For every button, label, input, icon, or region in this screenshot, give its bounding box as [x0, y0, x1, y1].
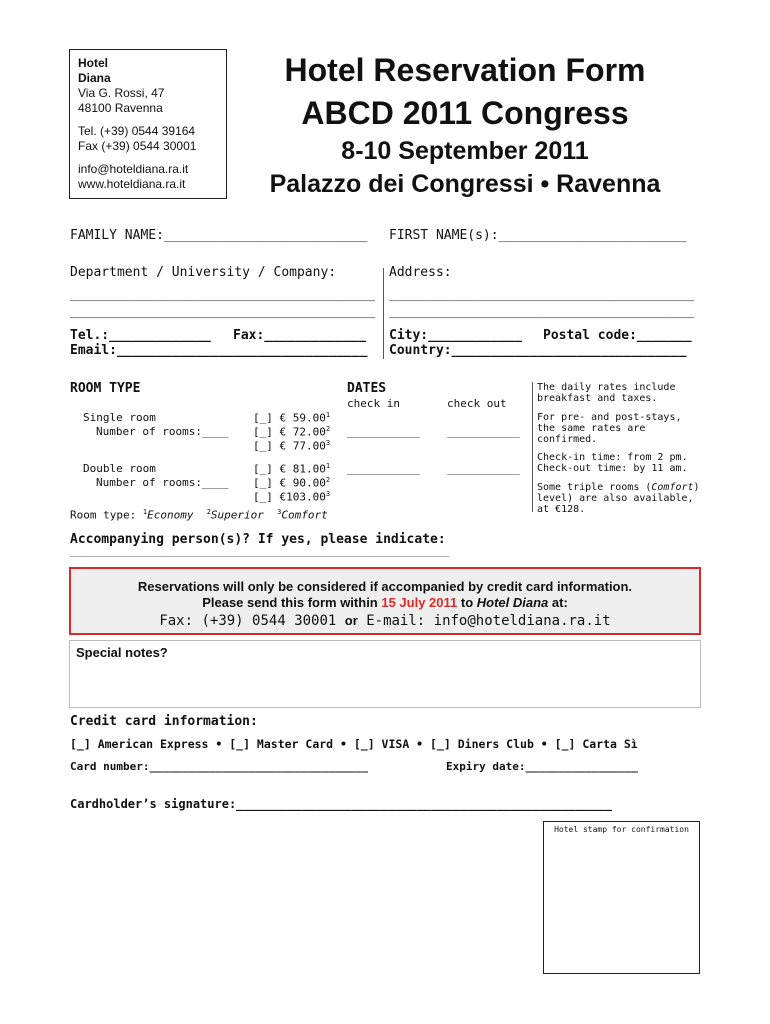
room-type-heading: ROOM TYPE	[70, 381, 141, 396]
checkbox[interactable]: [_]	[253, 476, 273, 490]
column-divider	[383, 268, 384, 359]
accompanying-field[interactable]: ______________________________________________________________________	[70, 548, 450, 558]
email-field[interactable]: Email:________________________________	[70, 343, 368, 358]
notice-line-2: Please send this form within 15 July 2011 to Hotel Diana at:	[202, 595, 568, 610]
hotel-stamp-box	[543, 821, 700, 974]
card-type-options[interactable]: [_] American Express • [_] Master Card • [_] VISA • [_] Diners Club • [_] Carta Sì	[70, 737, 638, 751]
form-title: Hotel Reservation Form	[284, 52, 646, 88]
single-superior-option[interactable]	[253, 425, 330, 439]
address-field-2[interactable]: _______________________________________	[389, 304, 695, 319]
checkbox[interactable]: [_]	[253, 439, 273, 453]
notice-line-1: Reservations will only be considered if accompanied by credit card information.	[137, 579, 633, 594]
family-name-field[interactable]: FAMILY NAME:__________________________	[70, 228, 368, 243]
department-field-1[interactable]: _______________________________________	[70, 287, 376, 302]
price: € 59.00	[279, 411, 326, 425]
prepost-info: For pre- and post-stays, the same rates are confirmed.	[537, 412, 682, 445]
double-room-label: Double room	[83, 462, 156, 475]
first-name-field[interactable]: FIRST NAME(s):________________________	[389, 228, 687, 243]
single-comfort-option[interactable]	[253, 439, 330, 453]
footnote-mark: 1	[325, 462, 331, 470]
special-notes-label: Special notes?	[76, 645, 168, 660]
checkbox[interactable]: [_]	[253, 490, 273, 504]
department-label: Department / University / Company:	[70, 265, 337, 280]
accompanying-label: Accompanying person(s)? If yes, please indicate:	[70, 532, 446, 547]
address-field-1[interactable]: _______________________________________	[389, 287, 695, 302]
expiry-date-field[interactable]: Expiry date:_________________	[446, 760, 639, 773]
footnote-mark: 2	[325, 425, 331, 433]
hotel-tel: Tel. (+39) 0544 39164	[78, 124, 196, 138]
hotel-email: info@hoteldiana.ra.it	[78, 162, 189, 176]
double-check-out-field[interactable]: ___________	[447, 462, 520, 475]
credit-card-notice	[69, 567, 701, 635]
price: € 72.00	[279, 425, 326, 439]
info-divider	[532, 382, 533, 512]
type-economy: Economy	[147, 508, 194, 522]
fax-field[interactable]: Fax:_____________	[233, 328, 367, 343]
special-notes-field[interactable]	[69, 640, 701, 708]
hotel-name-2: Diana	[78, 71, 111, 85]
deadline-date: 15 July 2011	[381, 595, 458, 610]
footnote-mark: 1	[325, 411, 331, 419]
checkin-times-info: Check-in time: from 2 pm. Check-out time: by 11 am.	[537, 452, 688, 474]
postal-code-field[interactable]: Postal code:_______	[543, 328, 692, 343]
single-check-out-field[interactable]: ___________	[447, 425, 520, 438]
single-room-label: Single room	[83, 411, 156, 424]
double-economy-option[interactable]	[253, 462, 330, 476]
single-economy-option[interactable]	[253, 411, 330, 425]
type-superior: Superior	[210, 508, 264, 522]
checkbox[interactable]: [_]	[253, 411, 273, 425]
price: €103.00	[279, 490, 326, 504]
footnote-mark: 2	[325, 476, 331, 484]
credit-card-heading: Credit card information:	[70, 714, 258, 729]
notice-contact: Fax: (+39) 0544 30001 or E-mail: info@hoteldiana.ra.it	[159, 613, 611, 629]
congress-title: ABCD 2011 Congress	[301, 95, 629, 131]
card-number-field[interactable]: Card number:_________________________________	[70, 760, 369, 773]
address-label: Address:	[389, 265, 452, 280]
hotel-fax: Fax (+39) 0544 30001	[78, 139, 197, 153]
checkbox[interactable]: [_]	[253, 425, 273, 439]
hotel-name: Hotel	[78, 56, 108, 70]
stamp-label: Hotel stamp for confirmation	[554, 825, 689, 834]
department-field-2[interactable]: _______________________________________	[70, 304, 376, 319]
notice-email: E-mail: info@hoteldiana.ra.it	[366, 613, 611, 629]
tel-field[interactable]: Tel.:_____________	[70, 328, 211, 343]
congress-venue: Palazzo dei Congressi • Ravenna	[269, 170, 661, 198]
double-rooms-count-field[interactable]: Number of rooms:____	[96, 476, 229, 489]
hotel-info-box	[69, 49, 227, 199]
city-field[interactable]: City:____________	[389, 328, 523, 343]
hotel-address-street: Via G. Rossi, 47	[78, 86, 165, 100]
checkbox[interactable]: [_]	[253, 462, 273, 476]
price: € 77.00	[279, 439, 326, 453]
dates-heading: DATES	[347, 381, 387, 396]
check-out-label: check out	[447, 397, 507, 410]
room-type-legend: Room type: $^1$Economy $^2$Superior $^3$Comfort	[70, 508, 328, 522]
type-comfort: Comfort	[281, 508, 328, 522]
double-check-in-field[interactable]: ___________	[347, 462, 420, 475]
notice-fax: Fax: (+39) 0544 30001	[159, 613, 337, 629]
price: € 90.00	[279, 476, 326, 490]
price: € 81.00	[279, 462, 326, 476]
footnote-mark: 3	[325, 439, 331, 447]
single-check-in-field[interactable]: ___________	[347, 425, 420, 438]
check-in-label: check in	[347, 397, 400, 410]
hotel-web: www.hoteldiana.ra.it	[78, 177, 186, 191]
triple-rooms-info: Some triple rooms (Comfort) level) are also available, at €128.	[537, 482, 700, 515]
single-rooms-count-field[interactable]: Number of rooms:____	[96, 425, 229, 438]
country-field[interactable]: Country:______________________________	[389, 343, 687, 358]
hotel-address-city: 48100 Ravenna	[78, 101, 163, 115]
footnote-mark: 3	[325, 490, 331, 498]
rates-info: The daily rates include breakfast and taxes.	[537, 382, 676, 404]
double-superior-option[interactable]	[253, 476, 330, 490]
signature-field[interactable]: Cardholder’s signature:____________________________________________________	[70, 797, 612, 811]
double-comfort-option[interactable]	[253, 490, 330, 504]
room-type-label: Room type:	[70, 508, 137, 522]
congress-date: 8-10 September 2011	[341, 137, 589, 165]
